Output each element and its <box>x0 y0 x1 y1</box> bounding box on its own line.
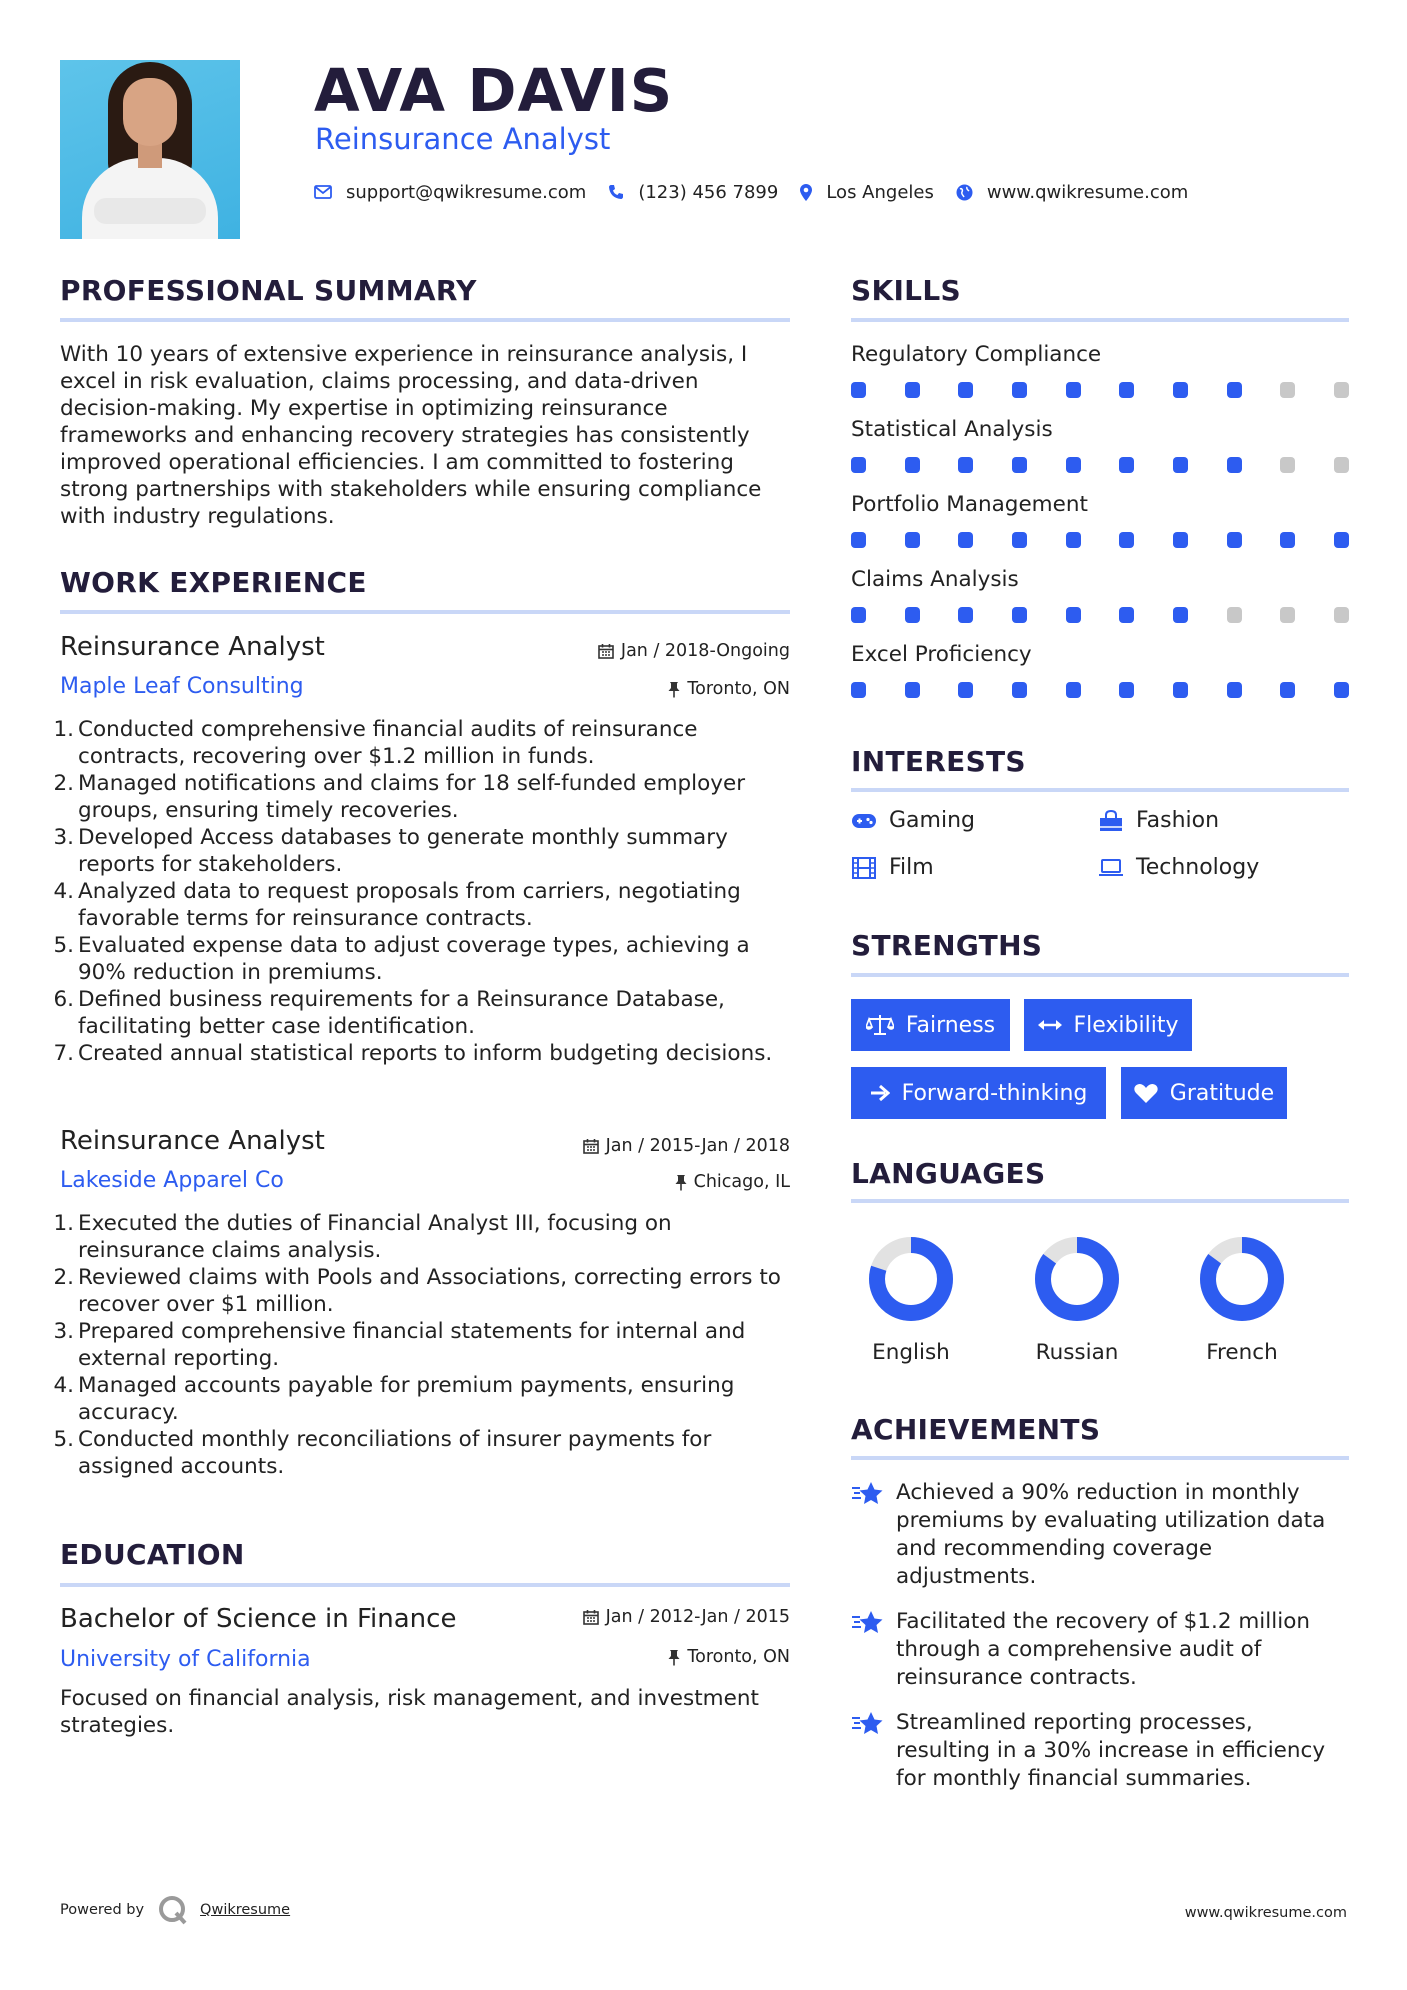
achievement-text: Facilitated the recovery of $1.2 million through a comprehensive audit of reinsurance contracts. <box>896 1609 1310 1690</box>
rating-dot-filled <box>958 532 973 548</box>
rating-dot-filled <box>1173 607 1188 623</box>
rating-dot-filled <box>1334 532 1349 548</box>
skill-name: Excel Proficiency <box>851 642 1032 667</box>
rating-dot-filled <box>1066 607 1081 623</box>
section-divider <box>851 1199 1349 1203</box>
rating-dot-filled <box>1173 532 1188 548</box>
achievement-text: Achieved a 90% reduction in monthly premiums by evaluating utilization data and recommending coverage adjustments. <box>896 1480 1326 1589</box>
rating-dot-filled <box>1012 682 1027 698</box>
globe-icon <box>956 184 973 201</box>
section-divider <box>851 973 1349 977</box>
job-location <box>675 1172 790 1192</box>
company-name: Maple Leaf Consulting <box>60 674 304 699</box>
balance-scale-icon <box>866 1014 894 1036</box>
rating-dot-empty <box>1227 607 1242 623</box>
degree-title: Bachelor of Science in Finance <box>60 1604 457 1634</box>
job-dates <box>598 641 790 661</box>
list-item: 7. Created annual statistical reports to inform budgeting decisions. <box>53 1041 773 1066</box>
strength-label: Gratitude <box>1169 1080 1275 1106</box>
rating-dot-filled <box>1012 607 1027 623</box>
strength-tag <box>851 999 1010 1051</box>
rating-dot-filled <box>1066 682 1081 698</box>
contact-website[interactable]: www.qwikresume.com <box>986 181 1189 203</box>
interest-label: Film <box>889 855 934 880</box>
rating-dot-filled <box>1012 457 1027 473</box>
film-icon <box>851 857 877 879</box>
rating-dot-filled <box>1334 682 1349 698</box>
list-item: 5. Conducted monthly reconciliations of insurer payments for assigned accounts. <box>53 1427 712 1479</box>
contact-bar <box>314 180 1210 204</box>
rating-dot-filled <box>1173 457 1188 473</box>
section-divider <box>60 1583 790 1587</box>
interest-item <box>1098 808 1219 833</box>
list-item: 1. Conducted comprehensive financial audits of reinsurance contracts, recovering over $1.2 million in funds. <box>53 717 698 769</box>
language-item <box>856 1236 966 1365</box>
skill-name: Claims Analysis <box>851 567 1019 592</box>
rating-dot-filled <box>958 382 973 398</box>
skill-rating <box>851 457 1349 473</box>
rating-dot-filled <box>958 682 973 698</box>
list-item: 3. Prepared comprehensive financial statements for internal and external reporting. <box>53 1319 746 1371</box>
language-item <box>1187 1236 1297 1365</box>
skill-rating <box>851 682 1349 698</box>
rating-dot-filled <box>1119 607 1134 623</box>
skills-heading: SKILLS <box>851 274 961 307</box>
job-title: Reinsurance Analyst <box>60 632 325 662</box>
map-marker-icon <box>800 184 812 201</box>
rating-dot-filled <box>1012 382 1027 398</box>
rating-dot-filled <box>851 607 866 623</box>
languages-heading: LANGUAGES <box>851 1157 1046 1190</box>
envelope-icon <box>314 185 332 199</box>
job-responsibilities <box>53 1210 790 1480</box>
skill-name: Statistical Analysis <box>851 417 1053 442</box>
skill-rating <box>851 382 1349 398</box>
candidate-name: AVA DAVIS <box>314 56 674 125</box>
footer-powered-by <box>60 1895 290 1925</box>
interest-label: Gaming <box>889 808 975 833</box>
section-divider <box>60 610 790 614</box>
education-description: Focused on financial analysis, risk management, and investment strategies. <box>60 1686 759 1738</box>
rating-dot-empty <box>1334 382 1349 398</box>
education-dates <box>583 1607 790 1627</box>
shopping-bag-icon <box>1098 810 1124 832</box>
rating-dot-filled <box>1227 457 1242 473</box>
pushpin-icon <box>668 1649 680 1666</box>
rating-dot-filled <box>1066 532 1081 548</box>
rating-dot-empty <box>1280 457 1295 473</box>
language-name: Russian <box>1035 1340 1119 1365</box>
rating-dot-filled <box>905 457 920 473</box>
skill-rating <box>851 532 1349 548</box>
summary-text: With 10 years of extensive experience in reinsurance analysis, I excel in risk evaluation, claims processing, and data-driven decision-making. My expertise in optimizing reinsurance frameworks and enhancing recovery strategies has consistently improved operational efficiencies. I am committed to fostering strong partnerships with stakeholders while ensuring compliance with industry regulations. <box>60 342 762 529</box>
list-item: 5. Evaluated expense data to adjust coverage types, achieving a 90% reduction in premiums. <box>53 933 750 985</box>
heart-icon <box>1134 1083 1158 1104</box>
skill-rating <box>851 607 1349 623</box>
language-item <box>1022 1236 1132 1365</box>
rating-dot-filled <box>905 382 920 398</box>
skill-name: Portfolio Management <box>851 492 1088 517</box>
arrow-right-icon <box>870 1084 890 1102</box>
rating-dot-empty <box>1334 607 1349 623</box>
pushpin-icon <box>675 1174 687 1191</box>
interest-item <box>851 855 934 880</box>
brand-link[interactable]: Qwikresume <box>200 1902 291 1918</box>
rating-dot-empty <box>1280 382 1295 398</box>
star-icon <box>851 1610 885 1640</box>
rating-dot-filled <box>1119 382 1134 398</box>
job-dates-text: Jan / 2018-Ongoing <box>620 641 790 661</box>
rating-dot-filled <box>1173 682 1188 698</box>
strength-label: Forward-thinking <box>901 1080 1088 1106</box>
education-location-text: Toronto, ON <box>687 1647 790 1667</box>
rating-dot-filled <box>905 607 920 623</box>
job-responsibilities <box>53 716 790 1067</box>
rating-dot-empty <box>1280 607 1295 623</box>
arrows-horizontal-icon <box>1038 1018 1062 1032</box>
calendar-icon <box>583 1138 599 1154</box>
section-divider <box>851 1456 1349 1460</box>
interest-item <box>1098 855 1259 880</box>
laptop-icon <box>1098 857 1124 879</box>
section-divider <box>60 318 790 322</box>
rating-dot-filled <box>905 532 920 548</box>
list-item: 2. Managed notifications and claims for 18 self-funded employer groups, ensuring timely recoveries. <box>53 771 746 823</box>
star-icon <box>851 1711 885 1741</box>
experience-heading: WORK EXPERIENCE <box>60 566 367 599</box>
strength-label: Flexibility <box>1073 1012 1179 1038</box>
strength-label: Fairness <box>905 1012 996 1038</box>
job-location-text: Chicago, IL <box>693 1172 790 1192</box>
contact-phone[interactable]: (123) 456 7899 <box>638 181 779 203</box>
rating-dot-filled <box>1066 457 1081 473</box>
rating-dot-filled <box>958 607 973 623</box>
strengths-heading: STRENGTHS <box>851 929 1043 962</box>
section-divider <box>851 788 1349 792</box>
powered-by-text: Powered by <box>60 1902 145 1918</box>
section-divider <box>851 318 1349 322</box>
job-title: Reinsurance Analyst <box>60 1126 325 1156</box>
strength-tag <box>1024 999 1192 1051</box>
rating-dot-filled <box>1280 532 1295 548</box>
footer-website[interactable]: www.qwikresume.com <box>1184 1905 1347 1921</box>
interests-heading: INTERESTS <box>851 745 1026 778</box>
list-item: 4. Analyzed data to request proposals from carriers, negotiating favorable terms for reinsurance contracts. <box>53 879 741 931</box>
rating-dot-filled <box>1066 382 1081 398</box>
language-proficiency-ring <box>868 1236 954 1322</box>
rating-dot-filled <box>851 682 866 698</box>
strength-tag <box>1121 1067 1287 1119</box>
candidate-title: Reinsurance Analyst <box>315 122 611 156</box>
language-name: French <box>1206 1340 1278 1365</box>
rating-dot-filled <box>851 457 866 473</box>
rating-dot-filled <box>1119 457 1134 473</box>
list-item: 2. Reviewed claims with Pools and Associations, correcting errors to recover over $1 million. <box>53 1265 781 1317</box>
gamepad-icon <box>851 810 877 832</box>
achievements-heading: ACHIEVEMENTS <box>851 1413 1101 1446</box>
education-location <box>668 1647 790 1667</box>
interest-item <box>851 808 975 833</box>
list-item: 3. Developed Access databases to generate monthly summary reports for stakeholders. <box>53 825 728 877</box>
rating-dot-filled <box>1119 532 1134 548</box>
interest-label: Fashion <box>1136 808 1220 833</box>
rating-dot-filled <box>851 532 866 548</box>
language-proficiency-ring <box>1034 1236 1120 1322</box>
job-dates <box>583 1136 790 1156</box>
contact-email[interactable]: support@qwikresume.com <box>346 181 587 203</box>
language-proficiency-ring <box>1199 1236 1285 1322</box>
pushpin-icon <box>668 681 680 698</box>
list-item: 1. Executed the duties of Financial Analyst III, focusing on reinsurance claims analysis. <box>53 1211 672 1263</box>
strength-tag <box>851 1067 1106 1119</box>
rating-dot-filled <box>851 382 866 398</box>
rating-dot-filled <box>1227 532 1242 548</box>
interest-label: Technology <box>1136 855 1260 880</box>
job-location-text: Toronto, ON <box>687 679 790 699</box>
contact-location: Los Angeles <box>826 181 934 203</box>
phone-icon <box>608 184 624 200</box>
qwikresume-logo-icon <box>158 1895 188 1925</box>
job-location <box>668 679 790 699</box>
school-name: University of California <box>60 1647 311 1672</box>
summary-heading: PROFESSIONAL SUMMARY <box>60 274 477 307</box>
language-name: English <box>872 1340 950 1365</box>
skill-name: Regulatory Compliance <box>851 342 1102 367</box>
rating-dot-filled <box>905 682 920 698</box>
job-dates-text: Jan / 2015-Jan / 2018 <box>605 1136 790 1156</box>
rating-dot-filled <box>1280 682 1295 698</box>
calendar-icon <box>583 1609 599 1625</box>
rating-dot-filled <box>1227 382 1242 398</box>
achievement-text: Streamlined reporting processes, resulting in a 30% increase in efficiency for monthly financial summaries. <box>896 1710 1326 1791</box>
company-name: Lakeside Apparel Co <box>60 1168 284 1193</box>
rating-dot-filled <box>1173 382 1188 398</box>
rating-dot-filled <box>1119 682 1134 698</box>
star-icon <box>851 1481 885 1511</box>
calendar-icon <box>598 643 614 659</box>
rating-dot-filled <box>1012 532 1027 548</box>
list-item: 4. Managed accounts payable for premium payments, ensuring accuracy. <box>53 1373 735 1425</box>
education-dates-text: Jan / 2012-Jan / 2015 <box>605 1607 790 1627</box>
education-heading: EDUCATION <box>60 1538 245 1571</box>
rating-dot-filled <box>958 457 973 473</box>
profile-photo <box>60 60 240 239</box>
rating-dot-filled <box>1227 682 1242 698</box>
rating-dot-empty <box>1334 457 1349 473</box>
list-item: 6. Defined business requirements for a Reinsurance Database, facilitating better case identification. <box>53 987 725 1039</box>
